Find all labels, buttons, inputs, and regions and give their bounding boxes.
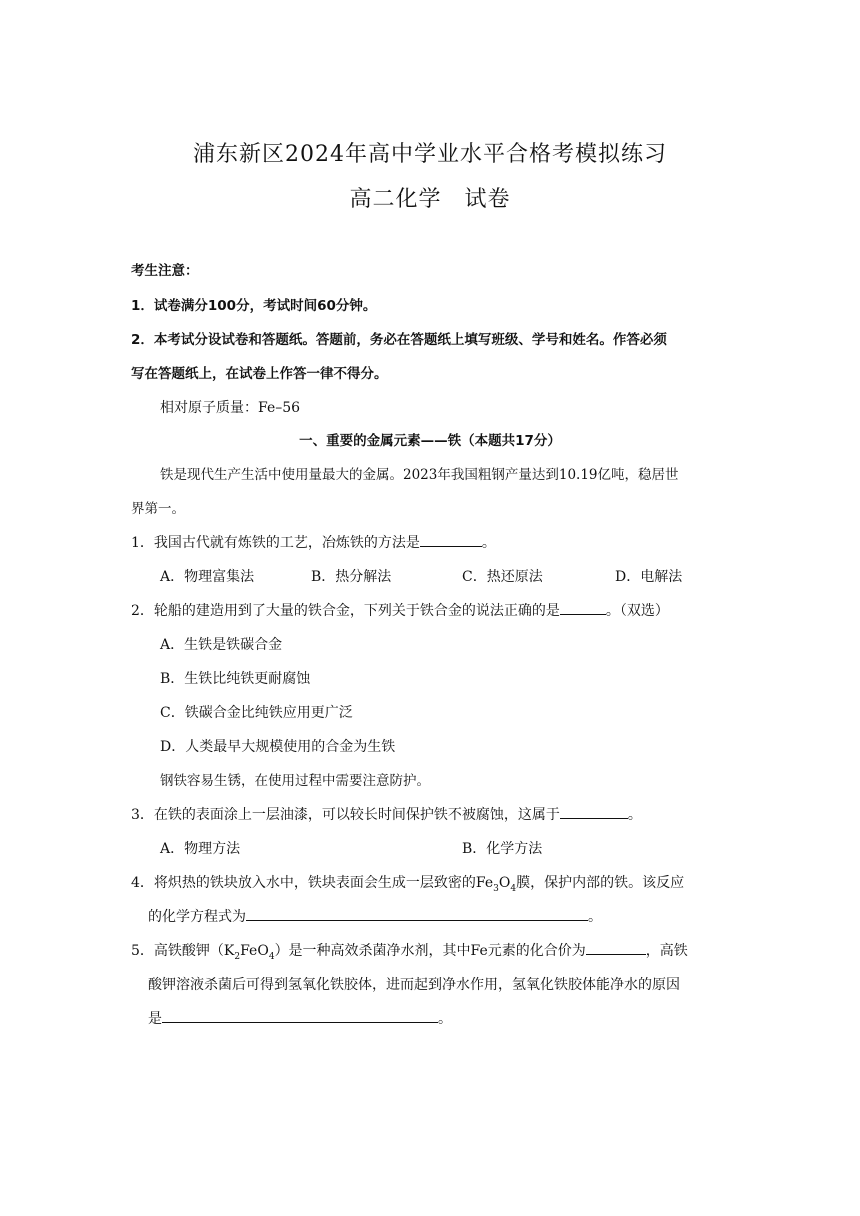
question-1-option-d: D．电解法 <box>615 569 683 585</box>
question-1-option-a: A．物理富集法 <box>160 569 255 585</box>
question-1-option-c: C．热还原法 <box>462 569 543 585</box>
answer-blank-q5-valence[interactable] <box>586 940 646 955</box>
question-2: 2．轮船的建造用到了大量的铁合金，下列关于铁合金的说法正确的是 。（双选） <box>131 600 669 622</box>
question-5-line1: 5．高铁酸钾$(K_2FeO_4)$是一种高效杀菌净水剂，其中Fe元素的化合价为 ，高铁 <box>131 940 688 962</box>
question-3-option-a: A．物理方法 <box>160 841 241 857</box>
question-2-option-a: A．生铁是铁碳合金 <box>160 637 283 653</box>
section-1-heading: 一、重要的金属元素——铁（本题共17分） <box>299 433 561 449</box>
section-1-intro-line2: 界第一。 <box>131 501 185 517</box>
question-5-line2: 酸钾溶液杀菌后可得到氢氧化铁胶体，进而起到净水作用，氢氧化铁胶体能净水的原因 <box>148 977 680 993</box>
section-1-intro-line1: 铁是现代生产生活中使用量最大的金属。2023年我国粗钢产量达到10.19亿吨，稳居世 <box>160 467 679 483</box>
notice-heading: 考生注意： <box>131 263 199 279</box>
question-1-option-b: B．热分解法 <box>311 569 392 585</box>
notice-item-2-line2: 写在答题纸上，在试卷上作答一律不得分。 <box>131 366 388 382</box>
question-4-line2: 的化学方程式为 。 <box>148 906 602 928</box>
exam-title: 浦东新区2024年高中学业水平合格考模拟练习 <box>193 142 667 167</box>
question-2-stem: 2．轮船的建造用到了大量的铁合金，下列关于铁合金的说法正确的是 <box>131 603 560 619</box>
question-2-option-c: C．铁碳合金比纯铁应用更广泛 <box>160 705 353 721</box>
answer-blank-q3[interactable] <box>560 804 628 819</box>
question-3-option-b: B．化学方法 <box>462 841 543 857</box>
question-3: 3．在铁的表面涂上一层油漆，可以较长时间保护铁不被腐蚀，这属于 。 <box>131 804 642 826</box>
answer-blank-q2[interactable] <box>560 600 606 615</box>
question-3-stem: 3．在铁的表面涂上一层油漆，可以较长时间保护铁不被腐蚀，这属于 <box>131 807 560 823</box>
question-1-stem: 1．我国古代就有炼铁的工艺，冶炼铁的方法是 <box>131 535 420 551</box>
answer-blank-q5-reason[interactable] <box>162 1008 438 1023</box>
atomic-mass-note: 相对原子质量：Fe–56 <box>160 400 301 416</box>
answer-blank-q4[interactable] <box>246 906 588 921</box>
question-5-line3: 是 。 <box>148 1008 452 1030</box>
question-2-option-d: D．人类最早大规模使用的合金为生铁 <box>160 739 396 755</box>
question-4-line1: 4．将炽热的铁块放入水中，铁块表面会生成一层致密的$Fe_3O_4$膜，保护内部的铁。该反应 <box>131 875 685 894</box>
notice-item-1: 1．试卷满分100分，考试时间60分钟。 <box>131 298 377 314</box>
transition-text: 钢铁容易生锈，在使用过程中需要注意防护。 <box>160 773 430 789</box>
question-2-option-b: B．生铁比纯铁更耐腐蚀 <box>160 671 311 687</box>
exam-subtitle: 高二化学 试卷 <box>349 187 511 212</box>
notice-item-2-line1: 2．本考试分设试卷和答题纸。答题前，务必在答题纸上填写班级、学号和姓名。作答必须 <box>131 332 667 348</box>
answer-blank-q1[interactable] <box>420 532 482 547</box>
question-1: 1．我国古代就有炼铁的工艺，冶炼铁的方法是 。 <box>131 532 496 554</box>
